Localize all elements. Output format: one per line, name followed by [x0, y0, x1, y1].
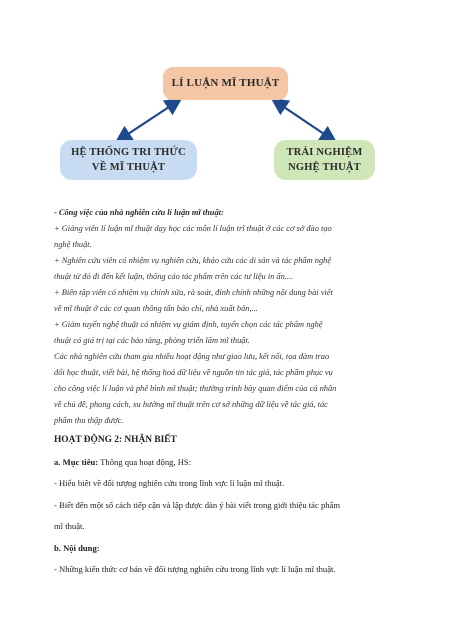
box-experience-line2: NGHỆ THUẬT	[288, 162, 361, 173]
text-line: + Giảng viên lí luận mĩ thuật dạy học các môn lí luận trĩ thuật ở các cơ sở đào tạo	[54, 224, 332, 233]
text-line: + Giám tuyển nghệ thuật có nhiệm vụ giám định, tuyển chọn các tác phẩm nghệ	[54, 320, 323, 329]
text-line: về mĩ thuật ở các cơ quan thông tấn báo chí, nhà xuất bản,...	[54, 304, 258, 313]
text-line: thuật có giá trị tại các bảo tàng, phòng triển lãm mĩ thuật.	[54, 336, 250, 345]
box-art-experience	[274, 140, 375, 180]
body-line: mĩ thuật.	[54, 521, 85, 531]
text-line: về chủ đề, phong cách, xu hướng mĩ thuật trên cơ sở những dữ liệu về tác giả, tác	[54, 400, 328, 409]
text-line: Các nhà nghiên cứu tham gia nhiều hoạt động như giao lưu, kết nối, tọa đàm trao	[54, 352, 330, 361]
text-line: cho công việc lí luận và phê bình mĩ thuật; thường trình bày quan điểm của cá nhân	[54, 384, 337, 393]
box-art-theory-label: LÍ LUẬN MĨ THUẬT	[171, 77, 280, 89]
body-line: - Biết đến một số cách tiếp cận và lập được dàn ý bài viết trong giới thiệu tác phẩm	[54, 499, 341, 510]
activity-heading: HOẠT ĐỘNG 2: NHẬN BIẾT	[54, 435, 177, 445]
box-knowledge-line1: HỆ THỐNG TRI THỨC	[71, 147, 186, 158]
box-experience-line1: TRẢI NGHIỆM	[286, 147, 363, 158]
job-heading: - Công việc của nhà nghiên cứu lí luận mĩ thuật:	[54, 208, 224, 217]
text-line: + Biên tập viên có nhiệm vụ chỉnh sửa, rà soát, đính chính những nội dung bài viết	[54, 288, 333, 297]
objective-label: a. Mục tiêu:	[54, 456, 99, 467]
concept-diagram	[0, 0, 450, 200]
content-label: b. Nội dung:	[54, 542, 100, 553]
text-line: + Nghiên cứu viên có nhiệm vụ nghiên cứu, khảo cứu các di sản và tác phẩm nghệ	[54, 256, 332, 265]
box-art-theory	[163, 67, 288, 100]
arrow-right	[278, 103, 330, 138]
text-line: nghệ thuật.	[54, 240, 92, 249]
text-line: thuật từ đó đi đến kết luận, thông cáo tác phẩm trên các tư liệu in ấn....	[54, 272, 294, 281]
box-knowledge-line2: VỀ MĨ THUẬT	[91, 162, 166, 173]
job-description-section	[54, 205, 394, 429]
body-line: - Hiểu biết về đối tượng nghiên cứu trong lĩnh vực lí luận mĩ thuật.	[54, 478, 285, 488]
box-knowledge-system	[60, 140, 197, 180]
objective-text: Thông qua hoạt động, HS:	[98, 456, 192, 467]
text-line: phẩm thu thập được.	[54, 416, 124, 425]
activity-section	[54, 430, 394, 581]
content-line: - Những kiến thức cơ bản về đối tượng nghiên cứu trong lĩnh vực lí luận mĩ thuật.	[54, 564, 336, 574]
objective-line	[54, 452, 394, 474]
text-line: đổi học thuật, viết bài, hệ thống hoá dữ liệu về nguồn tin tác giả, tác phẩm phục vụ	[54, 368, 333, 377]
arrow-left	[122, 103, 175, 138]
